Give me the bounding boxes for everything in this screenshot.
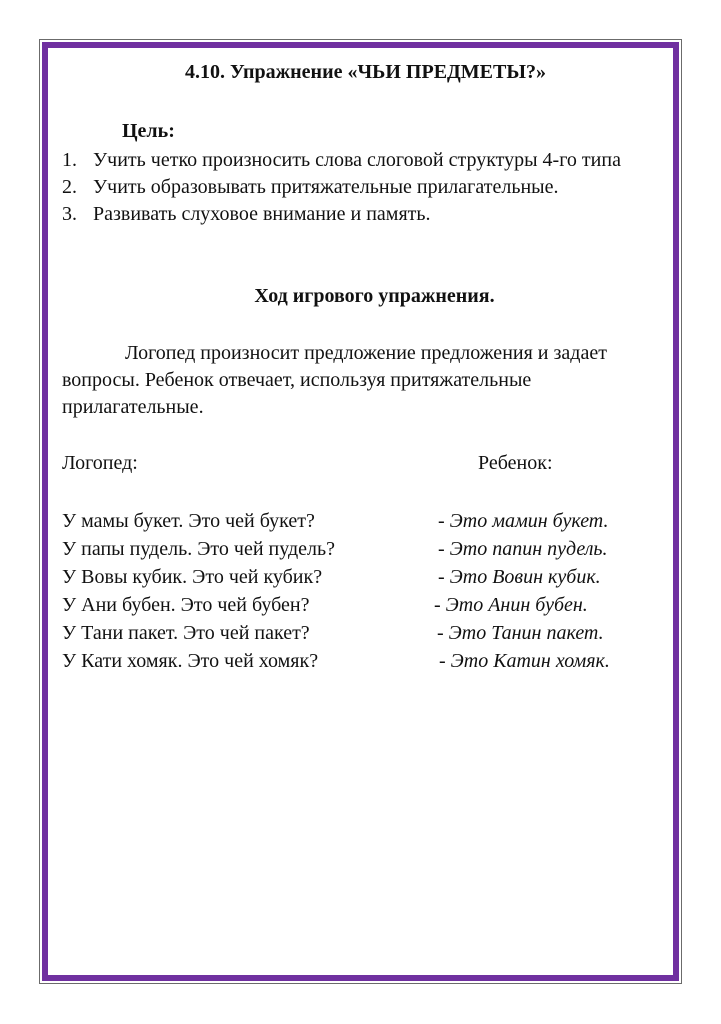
dialogue-answer <box>438 507 609 535</box>
answer-text: Это Катин хомяк. <box>450 650 610 672</box>
column-header-child: Ребенок: <box>478 452 553 474</box>
goal-number: 1. <box>62 149 77 171</box>
dialogue-question: У Ани бубен. Это чей бубен? <box>62 594 310 616</box>
column-header-speech-therapist: Логопед: <box>62 452 138 474</box>
goal-number: 3. <box>62 203 77 225</box>
dialogue-answer <box>439 647 610 675</box>
dialogue-row <box>62 647 662 675</box>
goal-text: Развивать слуховое внимание и память. <box>93 203 431 225</box>
answer-text: Это мамин букет. <box>449 510 609 532</box>
answer-dash: - <box>438 538 450 560</box>
dialogue-row <box>62 591 662 619</box>
goal-item <box>62 147 662 174</box>
answer-dash: - <box>437 622 449 644</box>
answer-dash: - <box>439 650 451 672</box>
goal-item <box>62 201 662 228</box>
dialogue-row <box>62 507 662 535</box>
dialogue-answer <box>434 591 588 619</box>
goal-item <box>62 174 662 201</box>
goals-list <box>62 147 662 228</box>
dialogue-question: У Тани пакет. Это чей пакет? <box>62 622 310 644</box>
intro-paragraph: Логопед произносит предложение предложения и задает вопросы. Ребенок отвечает, используя притяжательные прилагательные. <box>62 342 607 418</box>
dialogue-answer <box>437 619 604 647</box>
dialogue-answer <box>438 535 608 563</box>
answer-dash: - <box>438 566 450 588</box>
answer-text: Это Танин пакет. <box>448 622 604 644</box>
goal-text: Учить образовывать притяжательные прилагательные. <box>93 176 559 198</box>
dialogue-question: У Кати хомяк. Это чей хомяк? <box>62 650 319 672</box>
dialogue-question: У мамы букет. Это чей букет? <box>62 510 315 532</box>
answer-text: Это папин пудель. <box>449 538 608 560</box>
dialogue-list <box>62 507 662 675</box>
section-title: Ход игрового упражнения. <box>254 285 495 307</box>
goal-text: Учить четко произносить слова слоговой структуры 4-го типа <box>93 149 621 171</box>
dialogue-row <box>62 563 662 591</box>
goal-number: 2. <box>62 176 77 198</box>
dialogue-question: У папы пудель. Это чей пудель? <box>62 538 336 560</box>
dialogue-row <box>62 535 662 563</box>
dialogue-answer <box>438 563 601 591</box>
answer-dash: - <box>434 594 446 616</box>
dialogue-row <box>62 619 662 647</box>
dialogue-question: У Вовы кубик. Это чей кубик? <box>62 566 323 588</box>
answer-text: Это Анин бубен. <box>445 594 588 616</box>
answer-dash: - <box>438 510 450 532</box>
answer-text: Это Вовин кубик. <box>449 566 601 588</box>
exercise-title: 4.10. Упражнение «ЧЬИ ПРЕДМЕТЫ?» <box>184 61 547 83</box>
goal-label: Цель: <box>122 120 175 142</box>
